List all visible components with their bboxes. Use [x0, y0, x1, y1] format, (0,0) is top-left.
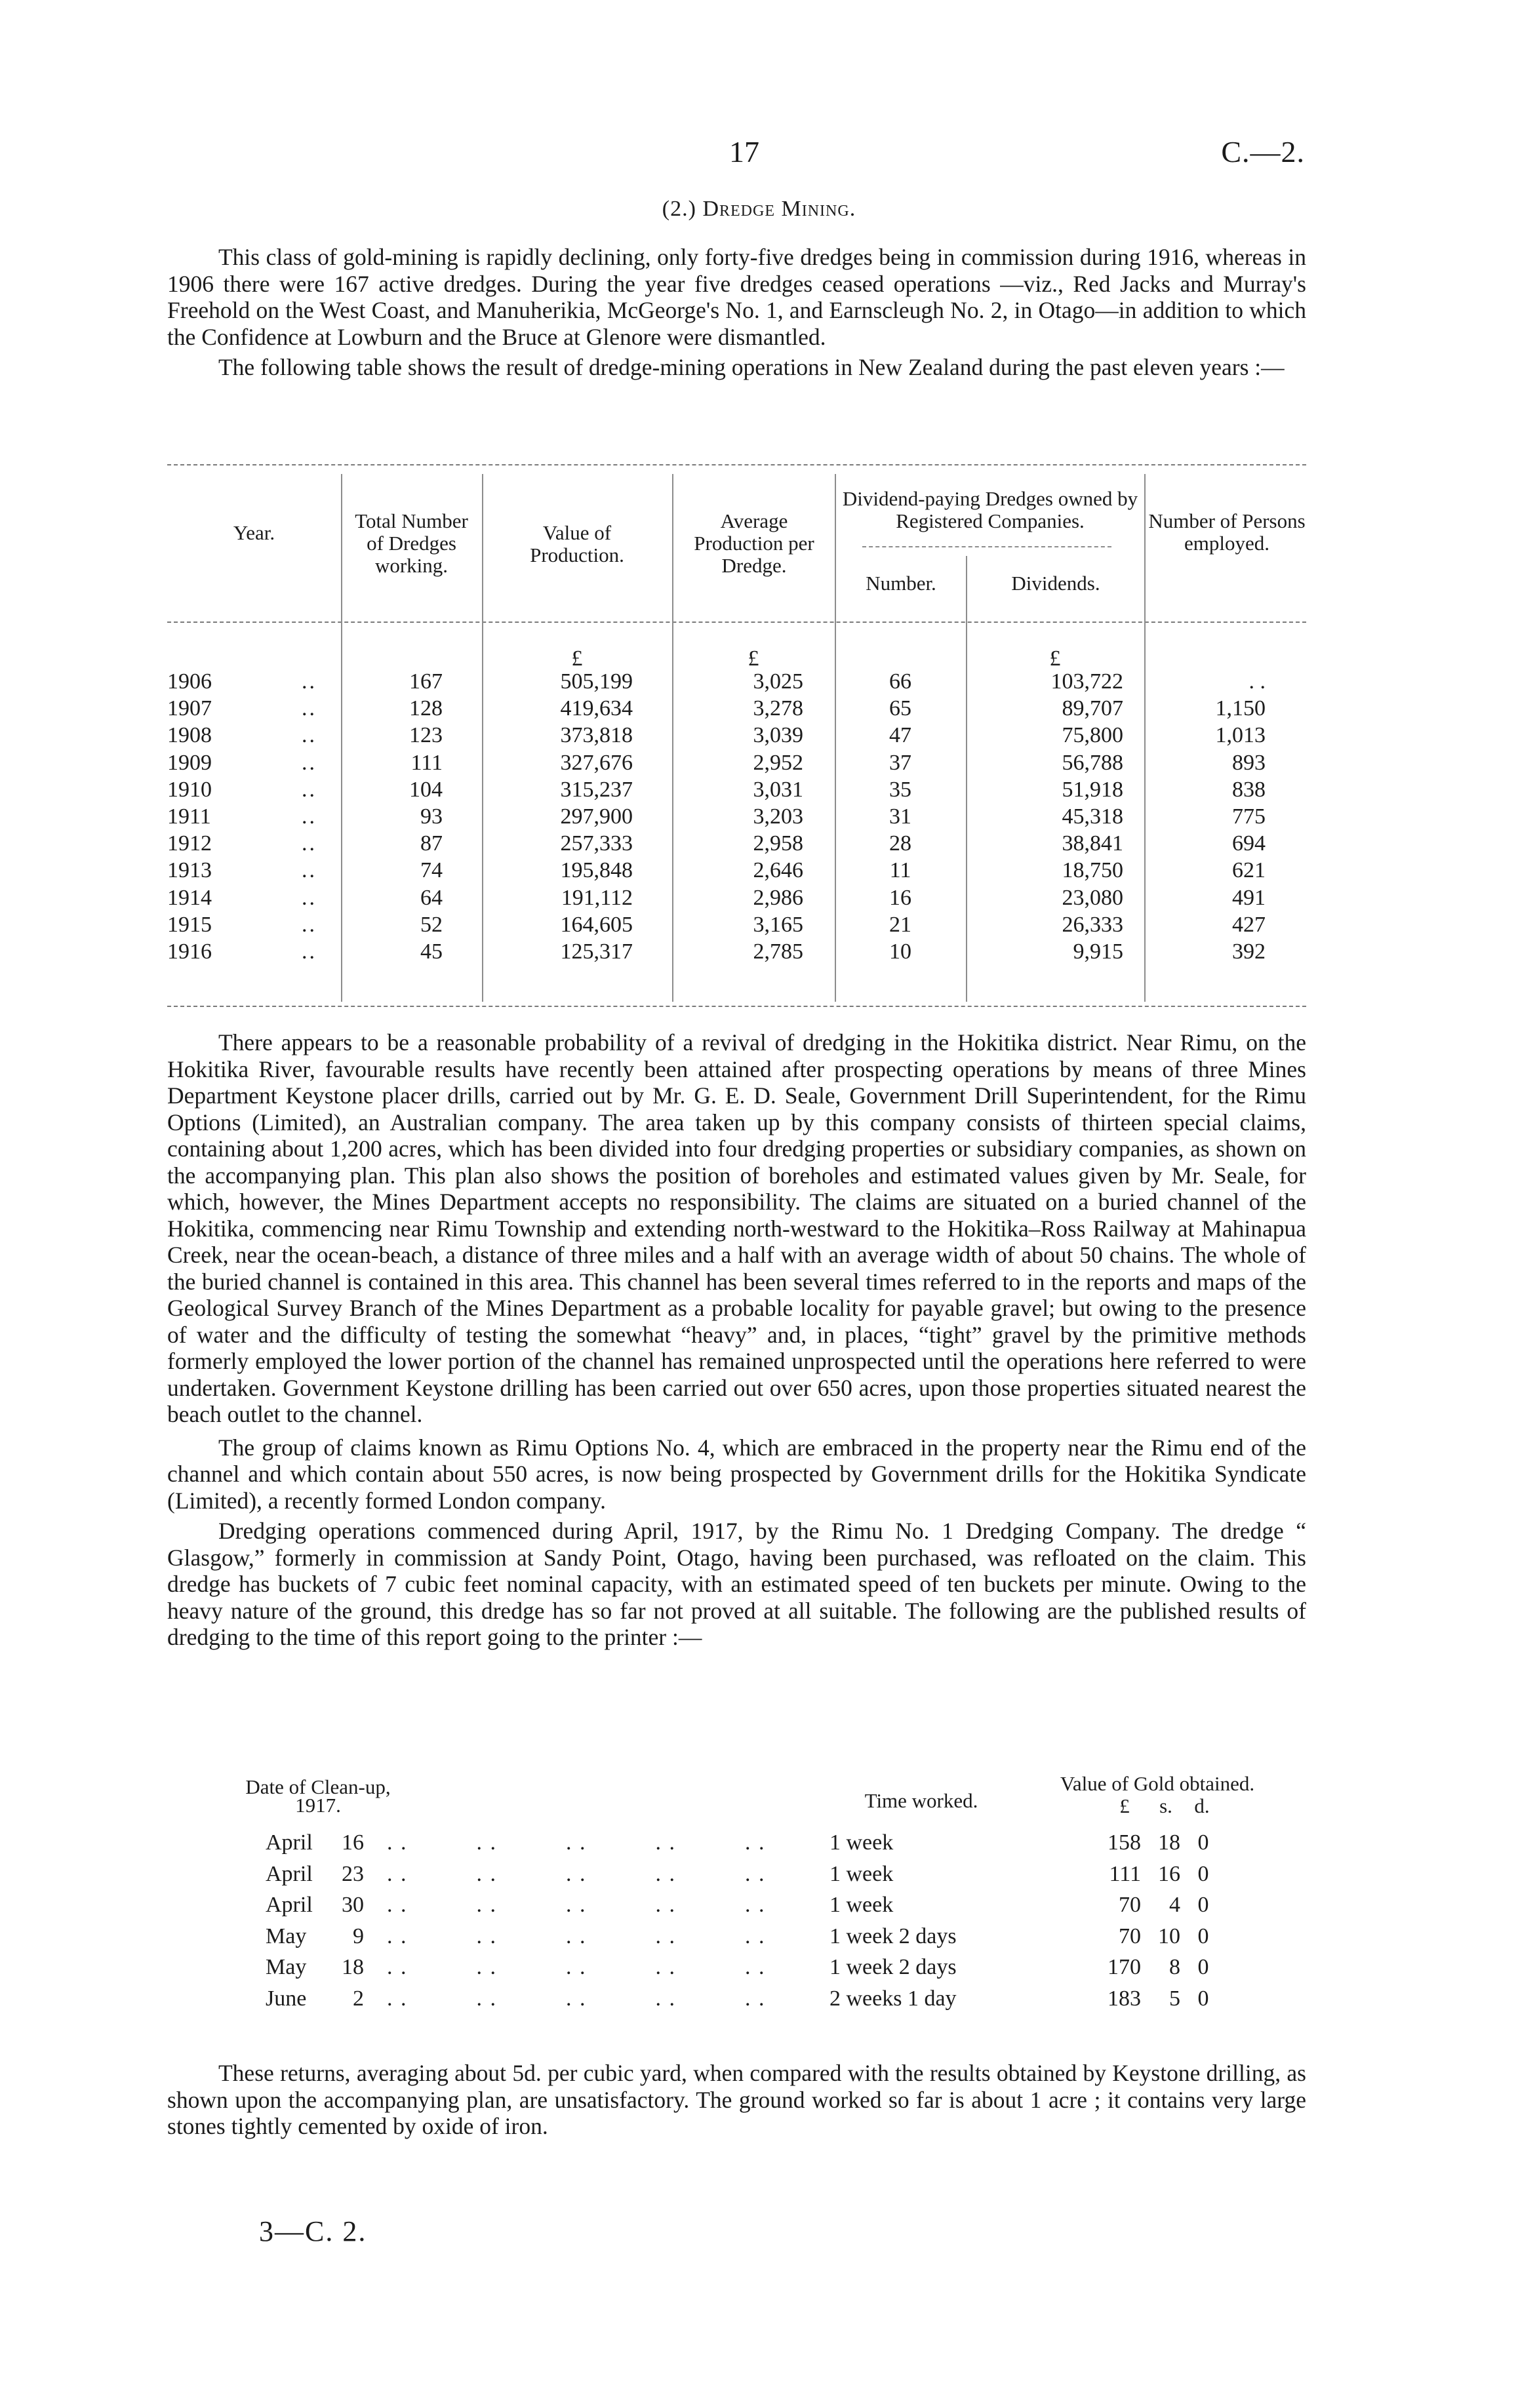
cell-day: 30	[342, 1893, 364, 1917]
group-underline	[862, 546, 1111, 547]
cell-year: 1916	[167, 939, 212, 964]
cell-persons: . .	[1248, 669, 1266, 694]
cell-month: May	[266, 1955, 307, 1979]
header-average: Average Production per Dredge.	[694, 509, 814, 577]
section-name: Dredge Mining.	[702, 197, 856, 221]
cell-dredges: 87	[420, 831, 443, 856]
cell-month: May	[266, 1924, 307, 1948]
leader-dots: ..	[302, 669, 317, 694]
header-total-dredges: Total Number of Dredges working.	[355, 509, 468, 577]
cell-year: 1907	[167, 696, 212, 721]
cell-number: 65	[889, 696, 911, 721]
cell-dividends: 75,800	[1062, 723, 1123, 748]
cell-time-worked: 1 week 2 days	[829, 1955, 957, 1979]
cell-time-worked: 1 week 2 days	[829, 1924, 957, 1948]
cell-pence: 0	[1197, 1861, 1209, 1886]
cell-dividends: 9,915	[1073, 939, 1123, 964]
cell-dividends: 26,333	[1062, 912, 1123, 937]
cleanup-table	[167, 1770, 1306, 2059]
cell-value: 125,317	[560, 939, 633, 964]
section-number: (2.)	[662, 197, 696, 221]
cell-value: 297,900	[560, 804, 633, 829]
paragraph: There appears to be a reasonable probability of a revival of dredging in the Hokitika district. Near Rimu, on the Hokitika River, favourable results have recently been attained after prospecting operations by means of three Mines Department Keystone placer drills, carried out by Mr. G. E. D. Seale, Government Drill Superintendent, for the Rimu Options (Limited), an Australian company. The area taken up by this company consists of thirteen special claims, containing about 1,200 acres, which has been divided into four dredging properties or subsidiary companies, as shown on the accompanying plan. This plan also shows the position of boreholes and estimated values given by Mr. Seale, for which, however, the Mines Department accepts no responsibility. The claims are situated on a buried channel of the Hokitika, commencing near Rimu Township and extending north-westward to the Hokitika–Ross Railway at Mahinapua Creek, near the ocean-beach, a distance of three miles and a half with an average width of about 50 chains. The whole of the buried channel is contained in this area. This channel has been several times referred to in the reports and maps of the Geological Survey Branch of the Mines Department as a probable locality for payable gravel; but owing to the presence of water and the difficulty of testing the somewhat “heavy” and, in places, “tight” gravel by the primitive methods formerly employed the lower portion of the channel has remained unprospected until the operations here referred to were undertaken. Government Keystone drilling has been carried out over 650 acres, upon those properties situated nearest the beach outlet to the channel.	[167, 1029, 1306, 1427]
table-rule	[167, 622, 1306, 623]
cell-value: 373,818	[560, 723, 633, 748]
leader-dots: . . . . . . . . . .	[387, 1986, 766, 2011]
cell-time-worked: 1 week	[829, 1830, 894, 1855]
cell-persons: 1,013	[1215, 723, 1266, 748]
leader-dots: ..	[302, 696, 317, 721]
header-value-gold: Value of Gold obtained.	[1060, 1772, 1255, 1795]
cell-dredges: 64	[420, 885, 443, 910]
header-value: Value of Production.	[530, 521, 624, 566]
cell-persons: 775	[1232, 804, 1266, 829]
cell-value: 164,605	[560, 912, 633, 937]
cell-shillings: 5	[1169, 1986, 1180, 2011]
paragraph: The group of claims known as Rimu Options No. 4, which are embraced in the property near the Rimu end of the channel and which contain about 550 acres, is now being prospected by Government drills for the Hokitika Syndicate (Limited), a recently formed London company.	[167, 1434, 1306, 1514]
leader-dots: ..	[302, 831, 317, 856]
section-title	[0, 197, 1518, 222]
cell-dredges: 52	[420, 912, 443, 937]
cell-year: 1914	[167, 885, 212, 910]
cell-value: 327,676	[560, 750, 633, 775]
cell-value: 257,333	[560, 831, 633, 856]
paragraph: The following table shows the result of dredge-mining operations in New Zealand during the past eleven years :—	[218, 354, 1285, 380]
cell-shillings: 18	[1158, 1830, 1180, 1855]
cell-number: 16	[889, 885, 911, 910]
cell-persons: 392	[1232, 939, 1266, 964]
leader-dots: ..	[302, 858, 317, 883]
cleanup-row	[167, 1984, 1306, 2014]
leader-dots: . . . . . . . . . .	[387, 1955, 766, 1979]
cleanup-row	[167, 1952, 1306, 1983]
cell-number: 11	[889, 858, 911, 883]
leader-dots: ..	[302, 885, 317, 910]
cell-number: 35	[889, 777, 911, 802]
cell-day: 9	[353, 1924, 364, 1948]
cell-year: 1913	[167, 858, 212, 883]
cell-pence: 0	[1197, 1986, 1209, 2011]
header-persons: Number of Persons employed.	[1148, 509, 1306, 555]
cleanup-row	[167, 1922, 1306, 1952]
cell-average: 2,986	[753, 885, 803, 910]
cell-month: April	[266, 1830, 313, 1855]
cell-dredges: 111	[410, 750, 443, 775]
leader-dots: ..	[302, 912, 317, 937]
cell-shillings: 4	[1169, 1893, 1180, 1917]
cell-persons: 491	[1232, 885, 1266, 910]
table-rule	[167, 1006, 1306, 1007]
cell-value: 195,848	[560, 858, 633, 883]
cell-persons: 838	[1232, 777, 1266, 802]
cell-year: 1910	[167, 777, 212, 802]
cell-pounds: 158	[1108, 1830, 1141, 1855]
paragraph: This class of gold-mining is rapidly declining, only forty-five dredges being in commission during 1916, whereas in 1906 there were 167 active dredges. During the year five dredges ceased operations —viz., Red Jacks and Murray's Freehold on the West Coast, and Manuherikia, McGeorge's No. 1, and Earnscleugh No. 2, in Otago—in addition to which the Confidence at Lowburn and the Bruce at Glenore were dismantled.	[167, 244, 1306, 350]
cell-pence: 0	[1197, 1924, 1209, 1948]
cell-value: 191,112	[561, 885, 633, 910]
cell-year: 1906	[167, 669, 212, 694]
header-pence: d.	[1194, 1794, 1210, 1817]
cell-persons: 427	[1232, 912, 1266, 937]
leader-dots: ..	[302, 939, 317, 964]
cell-time-worked: 1 week	[829, 1893, 894, 1917]
cell-day: 2	[353, 1986, 364, 2011]
leader-dots: . . . . . . . . . .	[387, 1893, 766, 1917]
cell-persons: 621	[1232, 858, 1266, 883]
cleanup-row	[167, 1890, 1306, 1920]
cell-pence: 0	[1197, 1955, 1209, 1979]
cell-value: 419,634	[560, 696, 633, 721]
paragraph: These returns, averaging about 5d. per cubic yard, when compared with the results obtained by Keystone drilling, as shown upon the accompanying plan, are unsatisfactory. The ground worked so far is about 1 acre ; it contains very large stones tightly cemented by oxide of iron.	[167, 2060, 1306, 2139]
cell-dividends: 23,080	[1062, 885, 1123, 910]
cell-dredges: 104	[409, 777, 443, 802]
cell-dredges: 167	[409, 669, 443, 694]
cell-dredges: 74	[420, 858, 443, 883]
cell-number: 37	[889, 750, 911, 775]
paragraph: Dredging operations commenced during April, 1917, by the Rimu No. 1 Dredging Company. The dredge “ Glasgow,” formerly in commission at Sandy Point, Otago, having been purchased, was refloated on the claim. This dredge has buckets of 7 cubic feet nominal capacity, with an estimated speed of ten buckets per minute. Owing to the heavy nature of the ground, this dredge has so far not proved at all suitable. The following are the published results of dredging to the time of this report going to the printer :—	[167, 1518, 1306, 1650]
cell-shillings: 10	[1158, 1924, 1180, 1948]
cell-average: 3,203	[753, 804, 803, 829]
currency-symbol: £	[571, 646, 583, 671]
body-text	[167, 1029, 1306, 1651]
cleanup-row	[167, 1859, 1306, 1889]
cell-dividends: 89,707	[1062, 696, 1123, 721]
closing-text	[167, 2060, 1306, 2140]
intro-text	[167, 244, 1306, 381]
cell-shillings: 16	[1158, 1861, 1180, 1886]
cell-average: 3,039	[753, 723, 803, 748]
cell-dividends: 38,841	[1062, 831, 1123, 856]
cell-value: 505,199	[560, 669, 633, 694]
header-dividend-group: Dividend-paying Dredges owned by Registered Companies.	[842, 487, 1138, 532]
cell-day: 23	[342, 1861, 364, 1886]
cell-dredges: 45	[420, 939, 443, 964]
cell-persons: 1,150	[1215, 696, 1266, 721]
cell-month: April	[266, 1893, 313, 1917]
cell-year: 1915	[167, 912, 212, 937]
header-time-worked: Time worked.	[864, 1789, 978, 1812]
cell-number: 21	[889, 912, 911, 937]
cell-average: 2,785	[753, 939, 803, 964]
currency-symbol: £	[1049, 646, 1061, 671]
cell-average: 2,952	[753, 750, 803, 775]
cell-day: 16	[342, 1830, 364, 1855]
cell-month: June	[266, 1986, 307, 2011]
cell-value: 315,237	[560, 777, 633, 802]
cell-number: 66	[889, 669, 911, 694]
cell-pounds: 111	[1109, 1861, 1141, 1886]
leader-dots: . . . . . . . . . .	[387, 1861, 766, 1886]
header-number: Number.	[866, 572, 936, 595]
cell-pounds: 170	[1108, 1955, 1141, 1979]
cell-dividends: 56,788	[1062, 750, 1123, 775]
cell-persons: 694	[1232, 831, 1266, 856]
leader-dots: ..	[302, 777, 317, 802]
cell-pence: 0	[1197, 1893, 1209, 1917]
cell-pence: 0	[1197, 1830, 1209, 1855]
header-pounds: £	[1119, 1794, 1130, 1817]
dredge-table	[167, 464, 1306, 1008]
header-dividends: Dividends.	[1011, 572, 1100, 595]
leader-dots: . . . . . . . . . .	[387, 1924, 766, 1948]
leader-dots: ..	[302, 723, 317, 748]
header-shillings: s.	[1159, 1794, 1172, 1817]
header-date: Date of Clean-up, 1917.	[245, 1775, 391, 1817]
leader-dots: ..	[302, 804, 317, 829]
cell-number: 31	[889, 804, 911, 829]
cell-dividends: 45,318	[1062, 804, 1123, 829]
cell-year: 1912	[167, 831, 212, 856]
cell-persons: 893	[1232, 750, 1266, 775]
cell-day: 18	[342, 1955, 364, 1979]
cell-average: 2,958	[753, 831, 803, 856]
cell-number: 10	[889, 939, 911, 964]
cell-dividends: 103,722	[1050, 669, 1123, 694]
cell-shillings: 8	[1169, 1955, 1180, 1979]
cell-pounds: 70	[1119, 1924, 1141, 1948]
cell-average: 2,646	[753, 858, 803, 883]
cell-dividends: 18,750	[1062, 858, 1123, 883]
column-divider	[341, 474, 342, 1002]
cell-time-worked: 2 weeks 1 day	[829, 1986, 957, 2011]
cell-average: 3,165	[753, 912, 803, 937]
cell-average: 3,278	[753, 696, 803, 721]
document-reference: C.—2.	[1221, 135, 1305, 168]
cell-dredges: 93	[420, 804, 443, 829]
cell-average: 3,025	[753, 669, 803, 694]
currency-symbol: £	[748, 646, 759, 671]
leader-dots: . . . . . . . . . .	[387, 1830, 766, 1855]
table-rule	[167, 464, 1306, 465]
cell-time-worked: 1 week	[829, 1861, 894, 1886]
page-footer-signature: 3—C. 2.	[259, 2215, 367, 2247]
leader-dots: ..	[302, 750, 317, 775]
cell-dividends: 51,918	[1062, 777, 1123, 802]
header-year: Year.	[233, 521, 275, 544]
cell-pounds: 70	[1119, 1893, 1141, 1917]
page-number: 17	[729, 135, 759, 168]
cell-pounds: 183	[1108, 1986, 1141, 2011]
cell-average: 3,031	[753, 777, 803, 802]
cell-month: April	[266, 1861, 313, 1886]
cleanup-row	[167, 1828, 1306, 1858]
cell-dredges: 123	[409, 723, 443, 748]
cell-number: 47	[889, 723, 911, 748]
cell-year: 1911	[167, 804, 211, 829]
cell-year: 1909	[167, 750, 212, 775]
cell-dredges: 128	[409, 696, 443, 721]
cell-number: 28	[889, 831, 911, 856]
cell-year: 1908	[167, 723, 212, 748]
